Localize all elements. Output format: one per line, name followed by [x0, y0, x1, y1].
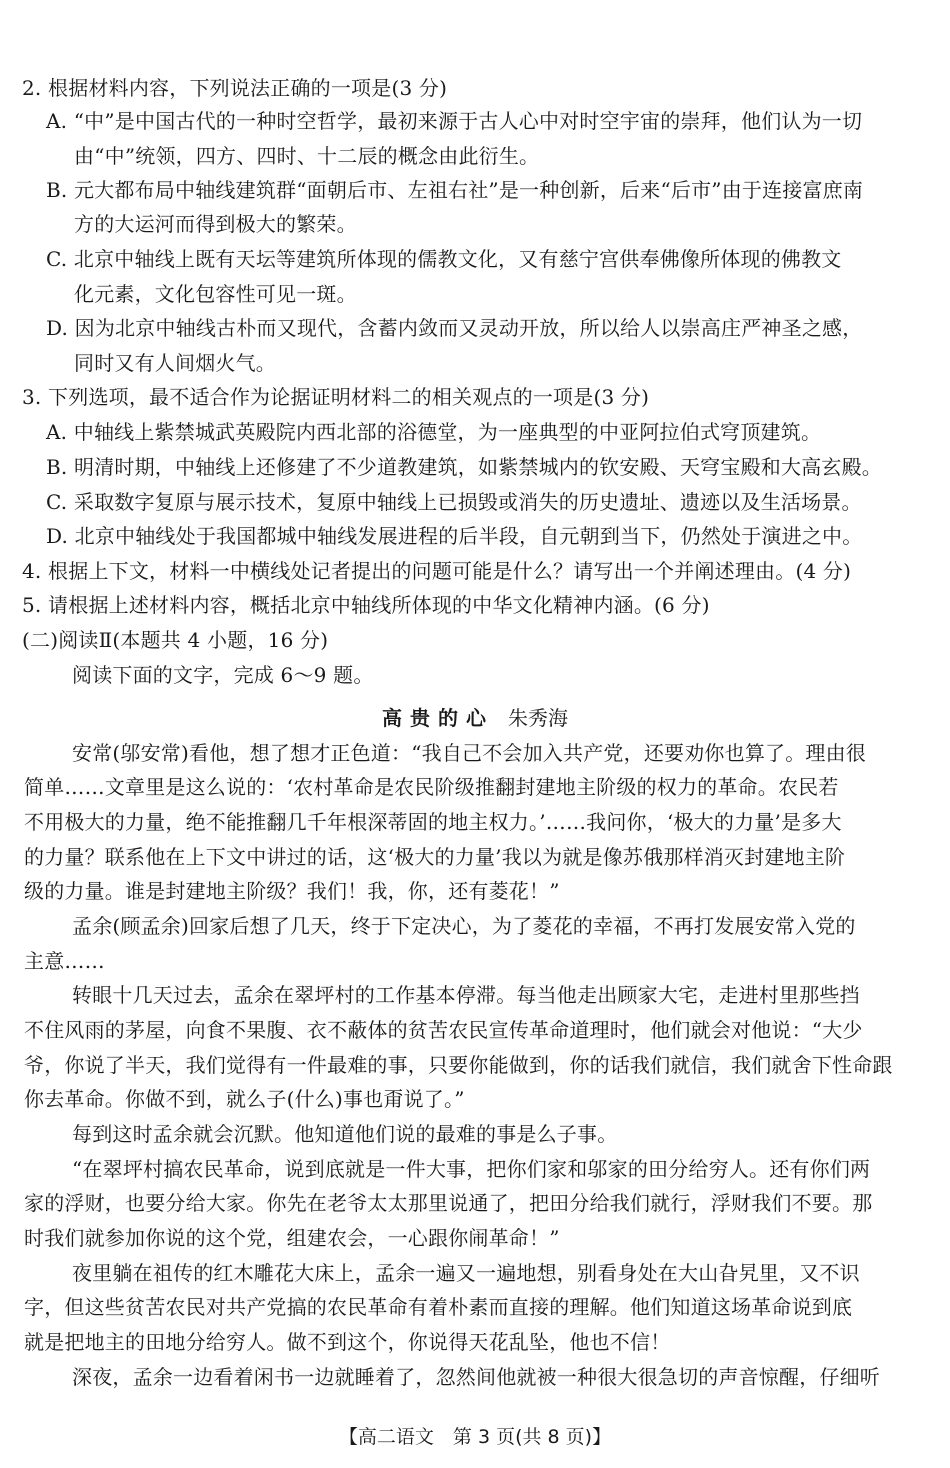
- article-author: 朱秀海: [508, 706, 568, 730]
- article-title-line: [0, 703, 950, 733]
- q3-option-c: C. 采取数字复原与展示技术，复原中轴线上已损毁或消失的历史遗址、遗迹以及生活场景。: [46, 490, 862, 514]
- q2-option-c-line1: C. 北京中轴线上既有天坛等建筑所体现的儒教文化，又有慈宁宫供奉佛像所体现的佛教文: [46, 247, 842, 271]
- q2-option-c-line2: 化元素，文化包容性可见一斑。: [74, 282, 357, 306]
- article-title: 高贵的心: [382, 706, 494, 730]
- article-line: 深夜，孟余一边看着闲书一边就睡着了，忽然间他就被一种很大很急切的声音惊醒，仔细听: [72, 1365, 880, 1389]
- article-line: 家的浮财，也要分给大家。你先在老爷太太那里说通了，把田分给我们就行，浮财我们不要。那: [24, 1191, 873, 1215]
- section-header: (二)阅读Ⅱ(本题共 4 小题，16 分): [22, 628, 329, 652]
- article-line: 的力量？联系他在上下文中讲过的话，这‘极大的力量’我以为就是像苏俄那样消灭封建地主阶: [24, 845, 846, 869]
- q2-option-b-line2: 方的大运河而得到极大的繁荣。: [74, 212, 357, 236]
- q4-stem: 4. 根据上下文，材料一中横线处记者提出的问题可能是什么？请写出一个并阐述理由。(4 分): [22, 559, 852, 583]
- article-line: 主意……: [24, 949, 105, 973]
- q3-option-d: D. 北京中轴线处于我国都城中轴线发展进程的后半段，自元朝到当下，仍然处于演进之中。: [46, 524, 863, 548]
- q2-option-a-line2: 由“中”统领，四方、四时、十二辰的概念由此衍生。: [74, 144, 540, 168]
- article-line: 转眼十几天过去，孟余在翠坪村的工作基本停滞。每当他走出顾家大宅，走进村里那些挡: [72, 983, 860, 1007]
- article-line: 不用极大的力量，绝不能推翻几千年根深蒂固的地主权力。’……我问你，‘极大的力量’是多大: [24, 810, 842, 834]
- article-line: 孟余(顾孟余)回家后想了几天，终于下定决心，为了菱花的幸福，不再打发展安常入党的: [72, 914, 856, 938]
- article-line: 时我们就参加你说的这个党，组建农会，一心跟你闹革命！”: [24, 1226, 560, 1250]
- article-line: 每到这时孟余就会沉默。他知道他们说的最难的事是么子事。: [72, 1122, 618, 1146]
- q2-stem: 2. 根据材料内容，下列说法正确的一项是(3 分): [22, 76, 448, 100]
- article-line: 简单……文章里是这么说的：‘农村革命是农民阶级推翻封建地主阶级的权力的革命。农民若: [24, 775, 839, 799]
- q2-option-a-line1: A. “中”是中国古代的一种时空哲学，最初来源于古人心中对时空宇宙的崇拜，他们认为一切: [46, 109, 863, 133]
- article-line: 爷，你说了半天，我们觉得有一件最难的事，只要你能做到，你的话我们就信，我们就舍下性命跟: [24, 1053, 893, 1077]
- q3-option-b: B. 明清时期，中轴线上还修建了不少道教建筑，如紫禁城内的钦安殿、天穹宝殿和大高玄殿。: [46, 455, 883, 479]
- q3-stem: 3. 下列选项，最不适合作为论据证明材料二的相关观点的一项是(3 分): [22, 385, 650, 409]
- q2-option-d-line2: 同时又有人间烟火气。: [74, 351, 276, 375]
- article-line: 就是把地主的田地分给穷人。做不到这个，你说得天花乱坠，他也不信！: [24, 1330, 671, 1354]
- article-line: 级的力量。谁是封建地主阶级？我们！我，你，还有菱花！”: [24, 879, 560, 903]
- article-line: 夜里躺在祖传的红木雕花大床上，孟余一遍又一遍地想，别看身处在大山旮旯里，又不识: [72, 1261, 860, 1285]
- article-line: “在翠坪村搞农民革命，说到底就是一件大事，把你们家和邬家的田分给穷人。还有你们两: [72, 1157, 871, 1181]
- q2-option-d-line1: D. 因为北京中轴线古朴而又现代，含蓄内敛而又灵动开放，所以给人以崇高庄严神圣之感，: [46, 316, 863, 340]
- q3-option-a: A. 中轴线上紫禁城武英殿院内西北部的浴德堂，为一座典型的中亚阿拉伯式穹顶建筑。: [46, 420, 822, 444]
- article-line: 不住风雨的茅屋，向食不果腹、衣不蔽体的贫苦农民宣传革命道理时，他们就会对他说：“大少: [24, 1018, 863, 1042]
- article-line: 安常(邬安常)看他，想了想才正色道：“我自己不会加入共产党，还要劝你也算了。理由很: [72, 741, 867, 765]
- section-instruction: 阅读下面的文字，完成 6～9 题。: [72, 663, 374, 687]
- q5-stem: 5. 请根据上述材料内容，概括北京中轴线所体现的中华文化精神内涵。(6 分): [22, 593, 710, 617]
- q2-option-b-line1: B. 元大都布局中轴线建筑群“面朝后市、左祖右社”是一种创新，后来“后市”由于连接富庶南: [46, 178, 864, 202]
- article-line: 你去革命。你做不到，就么子(什么)事也甭说了。”: [24, 1087, 465, 1111]
- article-line: 字，但这些贫苦农民对共产党搞的农民革命有着朴素而直接的理解。他们知道这场革命说到底: [24, 1295, 853, 1319]
- page-footer: 【高二语文 第 3 页(共 8 页)】: [338, 1426, 612, 1448]
